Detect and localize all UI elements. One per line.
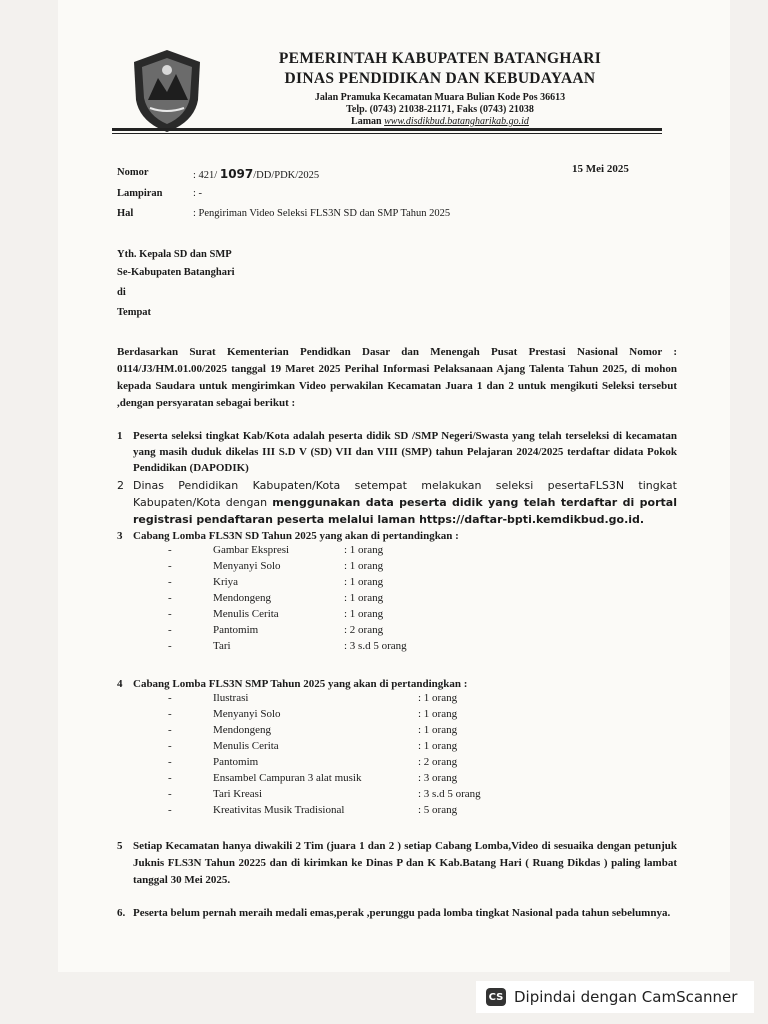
bullet-dash: - — [168, 740, 172, 752]
point-6 — [117, 905, 677, 939]
sd-competition-row — [168, 544, 568, 558]
bullet-dash: - — [168, 608, 172, 620]
smp-competition-row — [168, 692, 568, 706]
smp-competition-count: : 5 orang — [418, 804, 458, 816]
bullet-dash: - — [168, 544, 172, 556]
lampiran-value: : - — [193, 188, 203, 199]
point-5 — [117, 838, 677, 888]
bullet-dash: - — [168, 772, 172, 784]
smp-competition-name: Menyanyi Solo — [213, 708, 281, 720]
sd-competition-row — [168, 592, 568, 606]
smp-competition-count: : 1 orang — [418, 692, 458, 704]
smp-competition-name: Mendongeng — [213, 724, 272, 736]
sd-competition-count: : 3 s.d 5 orang — [344, 640, 407, 652]
bullet-dash: - — [168, 804, 172, 816]
nomor-handwritten: 1097 — [219, 167, 254, 181]
smp-competition-name: Tari Kreasi — [213, 788, 263, 800]
smp-competition-count: : 1 orang — [418, 724, 458, 736]
sd-competition-row — [168, 624, 568, 638]
point-5-number: 5 — [117, 840, 123, 852]
point-5-text: Setiap Kecamatan hanya diwakili 2 Tim (juara 1 dan 2 ) setiap Cabang Lomba,Video di sesuaika dengan petunjuk Juknis FLS3N Tahun 20225 dan di kirimkan ke Dinas P dan K Kab.Batang Hari ( Ruang Dikdas ) paling lambat tanggal 30 Mei 2025. — [133, 840, 677, 886]
smp-competition-row — [168, 740, 568, 754]
smp-competition-count: : 3 s.d 5 orang — [418, 788, 481, 800]
point-6-number: 6. — [117, 907, 126, 919]
sd-competition-count: : 1 orang — [344, 544, 384, 556]
sd-competition-row — [168, 576, 568, 590]
regency-emblem-logo — [128, 48, 206, 134]
point-1-text: Peserta seleksi tingkat Kab/Kota adalah peserta didik SD /SMP Negeri/Swasta yang telah terseleksi di kecamatan yang masih duduk dikelas III S.D V (SD) VII dan VIII (SMP) tahun Pelajaran 2024/2025 terdaftar didata Pokok Pendidikan (DAPODIK) — [133, 430, 677, 474]
hal-label: Hal — [117, 208, 134, 219]
bullet-dash: - — [168, 708, 172, 720]
sd-competition-count: : 2 orang — [344, 624, 384, 636]
point-1 — [117, 428, 677, 478]
bullet-dash: - — [168, 724, 172, 736]
sd-competition-count: : 1 orang — [344, 576, 384, 588]
letterhead-agency-name: DINAS PENDIDIKAN DAN KEBUDAYAAN — [284, 70, 596, 87]
smp-competition-count: : 1 orang — [418, 708, 458, 720]
letterhead-address: Jalan Pramuka Kecamatan Muara Bulian Kode Pos 36613 — [314, 92, 566, 103]
sd-competition-name: Kriya — [213, 576, 239, 588]
letterhead-thick-rule — [112, 128, 662, 131]
letterhead-thin-rule — [112, 133, 662, 134]
camscanner-watermark — [476, 981, 754, 1013]
bullet-dash: - — [168, 692, 172, 704]
sd-competition-name: Gambar Ekspresi — [213, 544, 290, 556]
sd-competition-row — [168, 640, 568, 654]
bullet-dash: - — [168, 560, 172, 572]
smp-competition-row — [168, 772, 568, 786]
sd-competition-count: : 1 orang — [344, 608, 384, 620]
point-2-text — [133, 477, 677, 528]
smp-competition-row — [168, 724, 568, 738]
intro-paragraph: Berdasarkan Surat Kementerian Pendidkan Dasar dan Menengah Pusat Prestasi Nasional Nomor : 0114/J3/HM.01.00/2025 tanggal 19 Maret 2025 Perihal Informasi Pelaksanaan Ajang Talenta Tahun 2025, di mohon kepada Saudara untuk mengirimkan Video perwakilan Kecamatan Juara 1 dan 2 untuk mengikuti Seleksi tersebut ,dengan persyaratan sebagai berikut : — [117, 346, 677, 409]
smp-competition-count: : 3 orang — [418, 772, 458, 784]
sd-competition-row — [168, 560, 568, 574]
point-3 — [117, 528, 677, 544]
camscanner-icon: CS — [486, 988, 506, 1006]
sd-competition-count: : 1 orang — [344, 560, 384, 572]
nomor-value — [193, 167, 319, 181]
nomor-prefix: : 421/ — [193, 170, 218, 181]
sd-competition-name: Menyanyi Solo — [213, 560, 281, 572]
website-label: Laman — [351, 116, 382, 127]
smp-competition-count: : 2 orang — [418, 756, 458, 768]
point-4-text: Cabang Lomba FLS3N SMP Tahun 2025 yang akan di pertandingkan : — [133, 678, 468, 690]
lampiran-label: Lampiran — [117, 188, 163, 199]
sd-competition-name: Pantomim — [213, 624, 259, 636]
letterhead-government-name: PEMERINTAH KABUPATEN BATANGHARI — [278, 50, 602, 67]
camscanner-label: Dipindai dengan CamScanner — [514, 988, 738, 1006]
smp-competition-name: Kreativitas Musik Tradisional — [213, 804, 345, 816]
addressee-line-3: di — [117, 287, 126, 298]
addressee-line-1: Yth. Kepala SD dan SMP — [117, 249, 232, 260]
smp-competition-row — [168, 708, 568, 722]
letterhead-website — [220, 116, 660, 127]
sd-competition-row — [168, 608, 568, 622]
smp-competition-row — [168, 804, 568, 818]
bullet-dash: - — [168, 576, 172, 588]
point-4-number: 4 — [117, 678, 123, 690]
point-3-text: Cabang Lomba FLS3N SD Tahun 2025 yang akan di pertandingkan : — [133, 530, 459, 542]
smp-competition-row — [168, 788, 568, 802]
bullet-dash: - — [168, 640, 172, 652]
smp-competition-name: Pantomim — [213, 756, 259, 768]
point-2-text-a: Dinas Pendidikan Kabupaten/Kota setempat melakukan seleksi pesertaFLS3N tingkat Kabupaten/Kota dengan — [133, 479, 677, 509]
addressee-line-2: Se-Kabupaten Batanghari — [117, 267, 235, 278]
point-1-number: 1 — [117, 430, 123, 442]
hal-value: : Pengiriman Video Seleksi FLS3N SD dan SMP Tahun 2025 — [193, 208, 451, 219]
bullet-dash: - — [168, 788, 172, 800]
smp-competition-count: : 1 orang — [418, 740, 458, 752]
sd-competition-name: Mendongeng — [213, 592, 272, 604]
point-4 — [117, 676, 677, 692]
point-3-number: 3 — [117, 530, 123, 542]
smp-competition-name: Ensambel Campuran 3 alat musik — [213, 772, 362, 784]
point-6-text: Peserta belum pernah meraih medali emas,perak ,perunggu pada lomba tingkat Nasional pada tahun sebelumnya. — [133, 907, 671, 919]
letter-date: 15 Mei 2025 — [572, 163, 629, 175]
smp-competition-name: Ilustrasi — [213, 692, 249, 704]
bullet-dash: - — [168, 756, 172, 768]
website-link[interactable]: www.disdikbud.batangharikab.go.id — [384, 116, 529, 127]
meta-nomor — [117, 167, 517, 181]
addressee-line-4: Tempat — [117, 307, 152, 318]
meta-hal — [117, 208, 617, 222]
smp-competition-name: Menulis Cerita — [213, 740, 279, 752]
meta-lampiran — [117, 188, 517, 202]
nomor-suffix: /DD/PDK/2025 — [253, 170, 320, 181]
bullet-dash: - — [168, 624, 172, 636]
sd-competition-count: : 1 orang — [344, 592, 384, 604]
sd-competition-name: Tari — [213, 640, 231, 652]
letterhead — [220, 50, 660, 127]
smp-competition-row — [168, 756, 568, 770]
bullet-dash: - — [168, 592, 172, 604]
nomor-label: Nomor — [117, 167, 149, 178]
letterhead-phone: Telp. (0743) 21038-21171, Faks (0743) 21038 — [346, 104, 534, 115]
point-2 — [117, 477, 677, 527]
sd-competition-name: Menulis Cerita — [213, 608, 279, 620]
point-2-text-b: menggunakan data peserta didik yang telah terdaftar di portal registrasi pendaftaran peserta melalui laman https://daftar-bpti.kemdikbud.go.id. — [133, 496, 677, 526]
point-2-number: 2 — [117, 479, 124, 492]
